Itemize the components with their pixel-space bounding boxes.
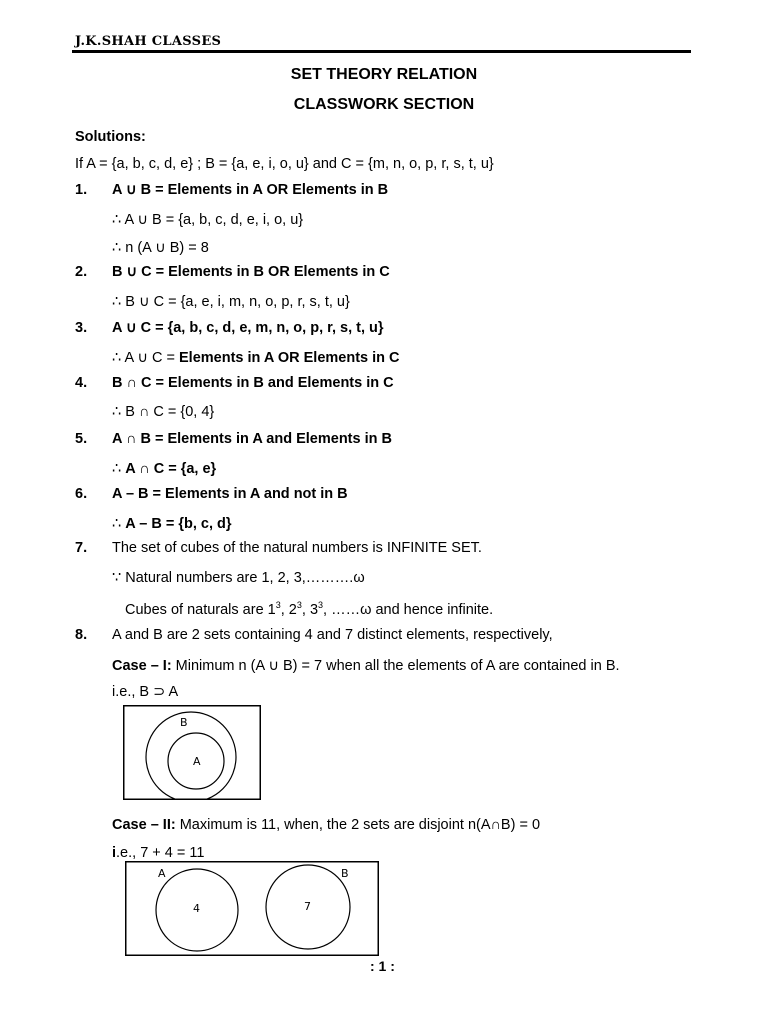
item-3-line1-bold: Elements in A OR Elements in C: [179, 350, 400, 366]
set-b-label: B: [180, 716, 188, 729]
item-8-statement: A and B are 2 sets containing 4 and 7 distinct elements, respectively,: [112, 627, 553, 643]
case-2-ie-rest: .e., 7 + 4 = 11: [116, 845, 205, 861]
item-number-4: 4.: [75, 375, 88, 391]
item-3-line1-prefix: ∴ A ∪ C =: [112, 350, 179, 366]
item-1-line1: ∴ A ∪ B = {a, b, c, d, e, i, o, u}: [112, 212, 304, 228]
item-1-line2: ∴ n (A ∪ B) = 8: [112, 240, 209, 256]
set-a-label: A: [193, 755, 201, 768]
exponent-3: 3: [318, 600, 324, 610]
item-number-8: 8.: [75, 627, 88, 643]
item-5-line1: [112, 460, 216, 478]
cubes-text-a: Cubes of naturals are 1: [125, 602, 276, 618]
item-5-line1-prefix: ∴: [112, 461, 126, 477]
set-b-count: 7: [304, 900, 311, 913]
header-rule: [72, 50, 691, 53]
venn-diagram-subset: [123, 705, 261, 800]
item-2-line1: ∴ B ∪ C = {a, e, i, m, n, o, p, r, s, t, u}: [112, 294, 350, 310]
item-7-line1: ∵ Natural numbers are 1, 2, 3,……….ω: [112, 570, 365, 586]
page-subtitle: CLASSWORK SECTION: [293, 96, 475, 113]
item-6-statement: A – B = Elements in A and not in B: [112, 486, 348, 502]
item-6-line1: [112, 515, 232, 533]
page-title: SET THEORY RELATION: [290, 66, 478, 83]
set-b-circle: [146, 712, 236, 800]
exponent-1: 3: [275, 600, 281, 610]
item-number-3: 3.: [75, 320, 88, 336]
item-7-line2: [125, 601, 493, 619]
item-4-line1: ∴ B ∩ C = {0, 4}: [112, 404, 215, 420]
item-1-statement: A ∪ B = Elements in A OR Elements in B: [112, 182, 389, 198]
set-a-label-disjoint: A: [158, 867, 166, 880]
item-6-line1-prefix: ∴: [112, 516, 126, 532]
item-7-statement: The set of cubes of the natural numbers is INFINITE SET.: [112, 540, 482, 556]
case-2-text: Maximum is 11, when, the 2 sets are disjoint n(A∩B) = 0: [175, 817, 541, 833]
item-number-2: 2.: [75, 264, 88, 280]
case-2-ie: [112, 844, 204, 862]
item-5-statement: A ∩ B = Elements in A and Elements in B: [112, 431, 392, 447]
cubes-text-b: , 2: [280, 602, 297, 618]
item-3-statement: A ∪ C = {a, b, c, d, e, m, n, o, p, r, s, t, u}: [112, 320, 384, 336]
set-a-count: 4: [193, 902, 200, 915]
page-number: : 1 :: [370, 958, 395, 974]
item-4-statement: B ∩ C = Elements in B and Elements in C: [112, 375, 394, 391]
item-3-line1: [112, 349, 400, 367]
item-6-line1-bold: A – B = {b, c, d}: [125, 516, 232, 532]
venn-diagram-disjoint: [125, 861, 379, 956]
cubes-text-d: , ……ω and hence infinite.: [323, 602, 494, 618]
case-1-line: [112, 657, 620, 675]
case-2-ie-bold: i: [112, 845, 117, 861]
universe-box-1: [124, 706, 261, 800]
item-number-1: 1.: [75, 182, 88, 198]
case-2-label: Case – II:: [112, 817, 176, 833]
solutions-label: Solutions:: [75, 129, 146, 145]
case-2-line: [112, 816, 540, 834]
exponent-2: 3: [296, 600, 302, 610]
set-b-label-disjoint: B: [341, 867, 349, 880]
case-1-ie: i.e., B ⊃ A: [112, 684, 179, 700]
given-sets: If A = {a, b, c, d, e} ; B = {a, e, i, o, u} and C = {m, n, o, p, r, s, t, u}: [75, 156, 494, 172]
item-number-7: 7.: [75, 540, 88, 556]
header-brand: J.K.SHAH CLASSES: [75, 34, 222, 49]
item-number-6: 6.: [75, 486, 88, 502]
case-1-text: Minimum n (A ∪ B) = 7 when all the elements of A are contained in B.: [171, 658, 620, 674]
cubes-text-c: , 3: [301, 602, 319, 618]
item-5-line1-bold: A ∩ C = {a, e}: [125, 461, 217, 477]
item-2-statement: B ∪ C = Elements in B OR Elements in C: [112, 264, 390, 280]
item-number-5: 5.: [75, 431, 88, 447]
case-1-label: Case – I:: [112, 658, 172, 674]
